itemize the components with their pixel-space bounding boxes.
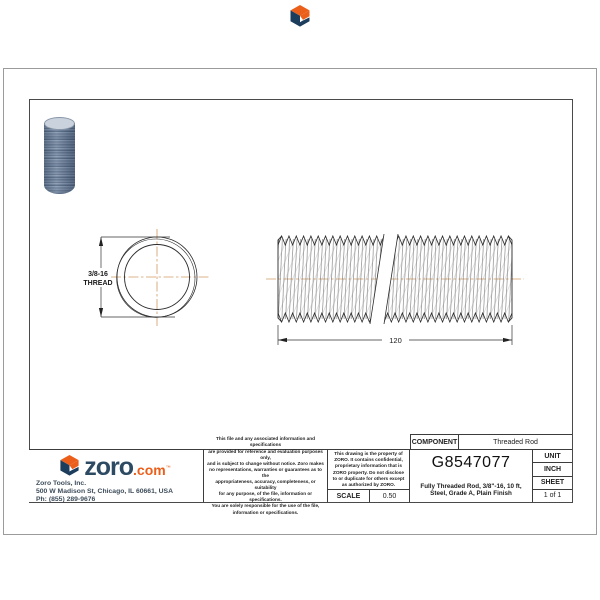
thread-word-label: THREAD — [83, 280, 113, 287]
sheet-label: SHEET — [540, 479, 565, 487]
rod-body — [44, 123, 75, 194]
component-label-cell — [410, 434, 458, 449]
legal-line: ZORO. It contains confidential, — [334, 457, 403, 463]
arrowhead-left — [278, 338, 287, 342]
zoro-logo — [36, 453, 193, 481]
zoro-cube-icon — [288, 4, 312, 28]
isometric-rod-view — [44, 117, 75, 200]
sheet-value-cell — [532, 489, 572, 502]
unit-label: UNIT — [544, 452, 561, 460]
arrowhead-right — [503, 338, 512, 342]
sheet-value: 1 of 1 — [543, 492, 562, 500]
scale-value-cell — [369, 489, 409, 502]
sheet-label-cell — [532, 476, 572, 489]
legal-line: This file and any associated information and specifications — [216, 436, 315, 448]
legal-line: to or duplicate for others except — [332, 475, 405, 481]
legal-line: information or specifications. — [232, 509, 299, 515]
address-line: 500 W Madison St, Chicago, IL 60661, USA — [36, 487, 173, 495]
major-diameter-circle-2 — [117, 239, 195, 317]
part-cell — [409, 449, 532, 502]
rod-top-face — [44, 117, 75, 130]
arrowhead-down — [99, 308, 103, 317]
part-number: G8547077 — [431, 454, 511, 471]
legal-line: and is subject to change without notice. Zoro makes — [207, 460, 324, 466]
unit-label-cell — [532, 449, 572, 462]
legal-line: as authorized by ZORO. — [341, 481, 396, 487]
address-line: Zoro Tools, Inc. — [36, 480, 87, 487]
scale-label: SCALE — [336, 492, 361, 500]
unit-value: INCH — [543, 465, 562, 473]
logo-cell — [29, 449, 203, 502]
legal-line: proprietary information that is — [335, 463, 402, 469]
legal-line: ZORO property. Do not disclose — [332, 469, 404, 475]
length-dimension: 120 — [389, 335, 402, 345]
part-description — [420, 483, 521, 497]
component-value: Threaded Rod — [493, 438, 538, 446]
end-view — [75, 225, 210, 330]
legal-line: for any purpose, of the file, information or specifications. — [218, 491, 313, 503]
logo-trademark: ™ — [165, 465, 171, 471]
property-notice-cell — [327, 449, 409, 489]
legal-line: This drawing is the property of — [334, 451, 403, 457]
legal-disclaimer-cell — [203, 436, 327, 515]
logo-tld: .com — [133, 462, 166, 478]
scale-label-cell — [327, 489, 369, 502]
legal-line: are provided for reference and evaluation purposes only, — [208, 448, 323, 460]
component-value-cell — [458, 434, 572, 449]
description-line: Steel, Grade A, Plain Finish — [430, 489, 512, 497]
legal-line: no representations, warranties or guarantees as to the — [209, 466, 322, 478]
unit-value-cell — [532, 462, 572, 475]
company-address — [36, 480, 203, 503]
address-line: Ph: (855) 289-9676 — [36, 495, 96, 503]
scale-value: 0.50 — [382, 492, 397, 500]
arrowhead-up — [99, 237, 103, 246]
side-view — [260, 228, 540, 358]
zoro-cube-icon — [58, 454, 81, 477]
legal-line: appropriateness, accuracy, completeness, or suitability — [215, 479, 316, 491]
legal-line: You are solely responsible for the use of the file, — [211, 503, 320, 509]
logo-wordmark: zoro — [84, 453, 134, 481]
thread-size-label: 3/8-16 — [88, 271, 108, 278]
component-label: COMPONENT — [411, 438, 458, 446]
description-line: Fully Threaded Rod, 3/8"-16, 10 ft, — [420, 482, 522, 490]
